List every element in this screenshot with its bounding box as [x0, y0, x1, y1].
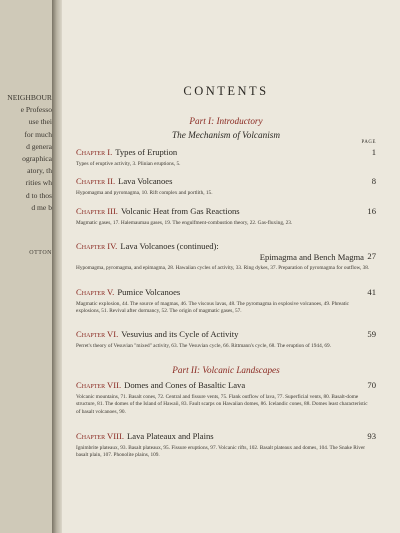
chapter-page: 8 — [371, 176, 376, 186]
chapter-page: 93 — [367, 431, 376, 441]
chapter-description: Hypomagma, pyromagma, and epimagma, 28. Hawaiian cycles of activity, 33. Ring dykes, 37. Preparation of pyromagma for outflow, 38. — [76, 264, 370, 271]
chapter-description: Types of eruptive activity, 3. Plinian eruptions, 5. — [76, 160, 181, 167]
facing-line: e Professo — [20, 105, 52, 115]
chapter-number: Chapter III. — [76, 206, 118, 216]
chapter-number: Chapter VI. — [76, 329, 119, 339]
facing-page — [0, 0, 56, 533]
chapter-page: 70 — [367, 380, 376, 390]
chapter-description: Magmatic gases, 17. Halemaumau gases, 19. The engulfment-combustion theory, 22. Gas-fluxing, 23. — [76, 219, 293, 226]
facing-line: d to thos — [25, 190, 52, 200]
facing-line: use thei — [28, 117, 52, 127]
chapter-title: Pumice Volcanoes — [117, 287, 181, 297]
chapter-description: Hypomagma and pyromagma, 10. Rift complex and portlith, 15. — [76, 189, 213, 196]
chapter-description: Volcanic mountains, 71. Basalt cones, 72. Central and fissure vents, 75. Flank outflow of lava, 77. Superficial vents, 80. Basalt-dome structure, 81. The domes of the Island of Hawaii, 83. Fault scarps on Hawaiian domes, 86. Icelandic cones, 88. Domes least characteristic of basalt volcanoes, 90. — [76, 393, 368, 415]
chapter-heading — [76, 329, 376, 340]
chapter-title-continued: Epimagma and Bench Magma — [259, 251, 364, 262]
chapter-description: Ignimbrite plateaux, 93. Basalt plateaux, 95. Fissure eruptions, 97. Volcanic rifts, 102. Basalt plateaux and domes, 104. The Snake River basalt plain, 107. Phonolite plains, 109. — [76, 444, 366, 459]
chapter-entry — [76, 176, 376, 197]
chapter-number: Chapter V. — [76, 287, 115, 297]
chapter-number: Chapter VII. — [76, 380, 122, 390]
facing-line: for much — [24, 129, 52, 139]
chapter-title: Vesuvius and its Cycle of Activity — [121, 329, 239, 339]
chapter-number: Chapter II. — [76, 176, 116, 186]
chapter-page: 27 — [367, 251, 376, 261]
chapter-number: Chapter VIII. — [76, 431, 124, 441]
part-title: Part II: Volcanic Landscapes — [172, 365, 280, 375]
page-title: CONTENTS — [183, 84, 269, 98]
facing-line: d me b — [31, 202, 52, 212]
contents-page — [62, 0, 400, 533]
chapter-entry — [76, 287, 376, 316]
chapter-heading — [76, 287, 376, 298]
facing-line: d genera — [26, 141, 52, 151]
chapter-page: 59 — [367, 329, 376, 339]
chapter-number: Chapter IV. — [76, 241, 118, 251]
chapter-description: Perret's theory of Vesuvian "mixed" activity, 63. The Vesuvian cycle, 66. Rittmann's cycle, 68. The eruption of 1944, 69. — [76, 342, 331, 349]
chapter-page: 41 — [367, 287, 376, 297]
chapter-heading — [76, 176, 376, 187]
chapter-heading — [76, 431, 376, 442]
part-title: Part I: Introductory — [189, 116, 263, 126]
chapter-title: Domes and Cones of Basaltic Lava — [124, 380, 246, 390]
chapter-page: 16 — [367, 206, 376, 216]
facing-line: NEIGHBOUR — [7, 93, 52, 102]
chapter-page: 1 — [371, 147, 376, 157]
facing-author: OTTON — [29, 250, 52, 257]
chapter-number: Chapter I. — [76, 147, 113, 157]
chapter-heading — [76, 206, 376, 217]
chapter-entry — [76, 147, 376, 168]
chapter-title: Lava Volcanoes — [118, 176, 173, 186]
facing-line: ographica — [22, 154, 52, 164]
chapter-title: Lava Volcanoes (continued): — [120, 241, 219, 251]
chapter-entry — [76, 329, 376, 350]
chapter-title: Lava Plateaux and Plains — [127, 431, 214, 441]
facing-page-text — [7, 92, 52, 256]
chapter-heading — [76, 380, 376, 391]
facing-line: rities wh — [25, 178, 52, 188]
chapter-entry — [76, 241, 376, 272]
page-column-label: PAGE — [361, 140, 376, 145]
chapter-entry — [76, 380, 376, 416]
facing-line: atory, th — [27, 166, 52, 176]
part-subtitle: The Mechanism of Volcanism — [172, 130, 280, 140]
chapter-heading — [76, 147, 376, 158]
chapter-title: Volcanic Heat from Gas Reactions — [120, 206, 240, 216]
chapter-description: Magmatic explosion, 44. The source of magmas, 46. The viscous lavas, 48. The pyromagma in explosive volcanoes, 49. Phreatic explosions, 51. Revival after dormancy, 52. The origin of magmatic gases, 57. — [76, 300, 350, 315]
chapter-entry — [76, 206, 376, 227]
chapter-entry — [76, 431, 376, 460]
chapter-title: Types of Eruption — [115, 147, 178, 157]
